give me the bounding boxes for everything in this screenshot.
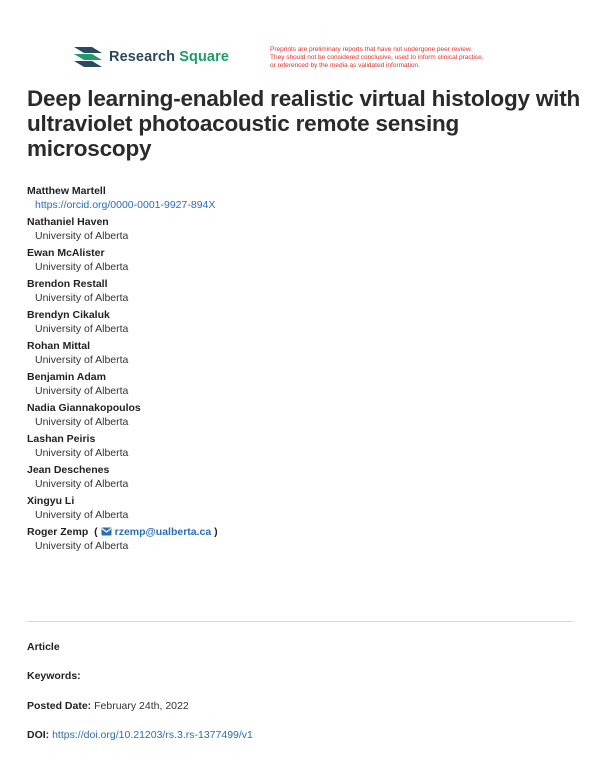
keywords-row [27,670,81,682]
doi-row [27,729,253,741]
author-entry [27,371,567,398]
author-affiliation: University of Alberta [35,509,129,521]
author-entry [27,247,567,274]
author-name: Matthew Martell [27,185,106,197]
logo-text: Research Square [109,49,229,65]
article-type [27,641,60,653]
disclaimer-line: or referenced by the media as validated information. [270,62,420,70]
author-entry [27,464,567,491]
paper-title: Deep learning-enabled realistic virtual histology with ultraviolet photoacoustic remote sensing microscopy [27,86,581,161]
author-name: Rohan Mittal [27,340,90,352]
posted-date-row [27,700,189,712]
author-name: Brendyn Cikaluk [27,309,110,321]
author-entry [27,185,567,212]
doi-link[interactable]: https://doi.org/10.21203/rs.3.rs-1377499/v1 [52,729,253,741]
author-list [27,181,567,553]
author-entry [27,309,567,336]
doi-label: DOI: [27,729,50,741]
author-name: Roger Zemp [27,526,89,538]
disclaimer-line: Preprints are preliminary reports that have not undergone peer review. [270,46,472,53]
author-entry [27,216,567,243]
close-paren: ) [214,526,218,538]
author-affiliation: University of Alberta [35,416,129,428]
author-affiliation: University of Alberta [35,540,129,552]
author-entry [27,433,567,460]
author-affiliation: University of Alberta [35,385,129,397]
research-square-logo[interactable] [74,45,229,69]
posted-date-value: February 24th, 2022 [94,700,189,712]
author-affiliation: University of Alberta [35,230,129,242]
author-affiliation: University of Alberta [35,261,129,273]
email-link[interactable]: rzemp@ualberta.ca [114,526,212,538]
author-entry [27,278,567,305]
article-label: Article [27,641,60,653]
author-affiliation: University of Alberta [35,478,129,490]
open-paren: ( [94,526,98,538]
posted-date-label: Posted Date: [27,700,92,712]
disclaimer-line: They should not be considered conclusive, used to inform clinical practice, [270,54,484,62]
orcid-link[interactable]: https://orcid.org/0000-0001-9927-894X [35,199,216,211]
section-divider [27,621,573,622]
author-name: Ewan McAlister [27,247,105,259]
preprint-disclaimer [270,46,560,71]
research-square-logo-icon [74,45,102,69]
author-name: Xingyu Li [27,495,75,507]
keywords-label: Keywords: [27,670,81,682]
envelope-icon [101,527,112,536]
corresponding-author-name [27,526,567,539]
author-name: Lashan Peiris [27,433,96,445]
author-affiliation: University of Alberta [35,354,129,366]
author-name: Benjamin Adam [27,371,106,383]
corresponding-author-entry [27,526,567,553]
author-entry [27,402,567,429]
author-affiliation: University of Alberta [35,323,129,335]
author-name: Brendon Restall [27,278,108,290]
author-name: Jean Deschenes [27,464,110,476]
author-name: Nadia Giannakopoulos [27,402,141,414]
email-group [91,526,217,538]
author-name: Nathaniel Haven [27,216,109,228]
author-affiliation: University of Alberta [35,292,129,304]
author-entry [27,340,567,367]
author-entry [27,495,567,522]
author-affiliation: University of Alberta [35,447,129,459]
